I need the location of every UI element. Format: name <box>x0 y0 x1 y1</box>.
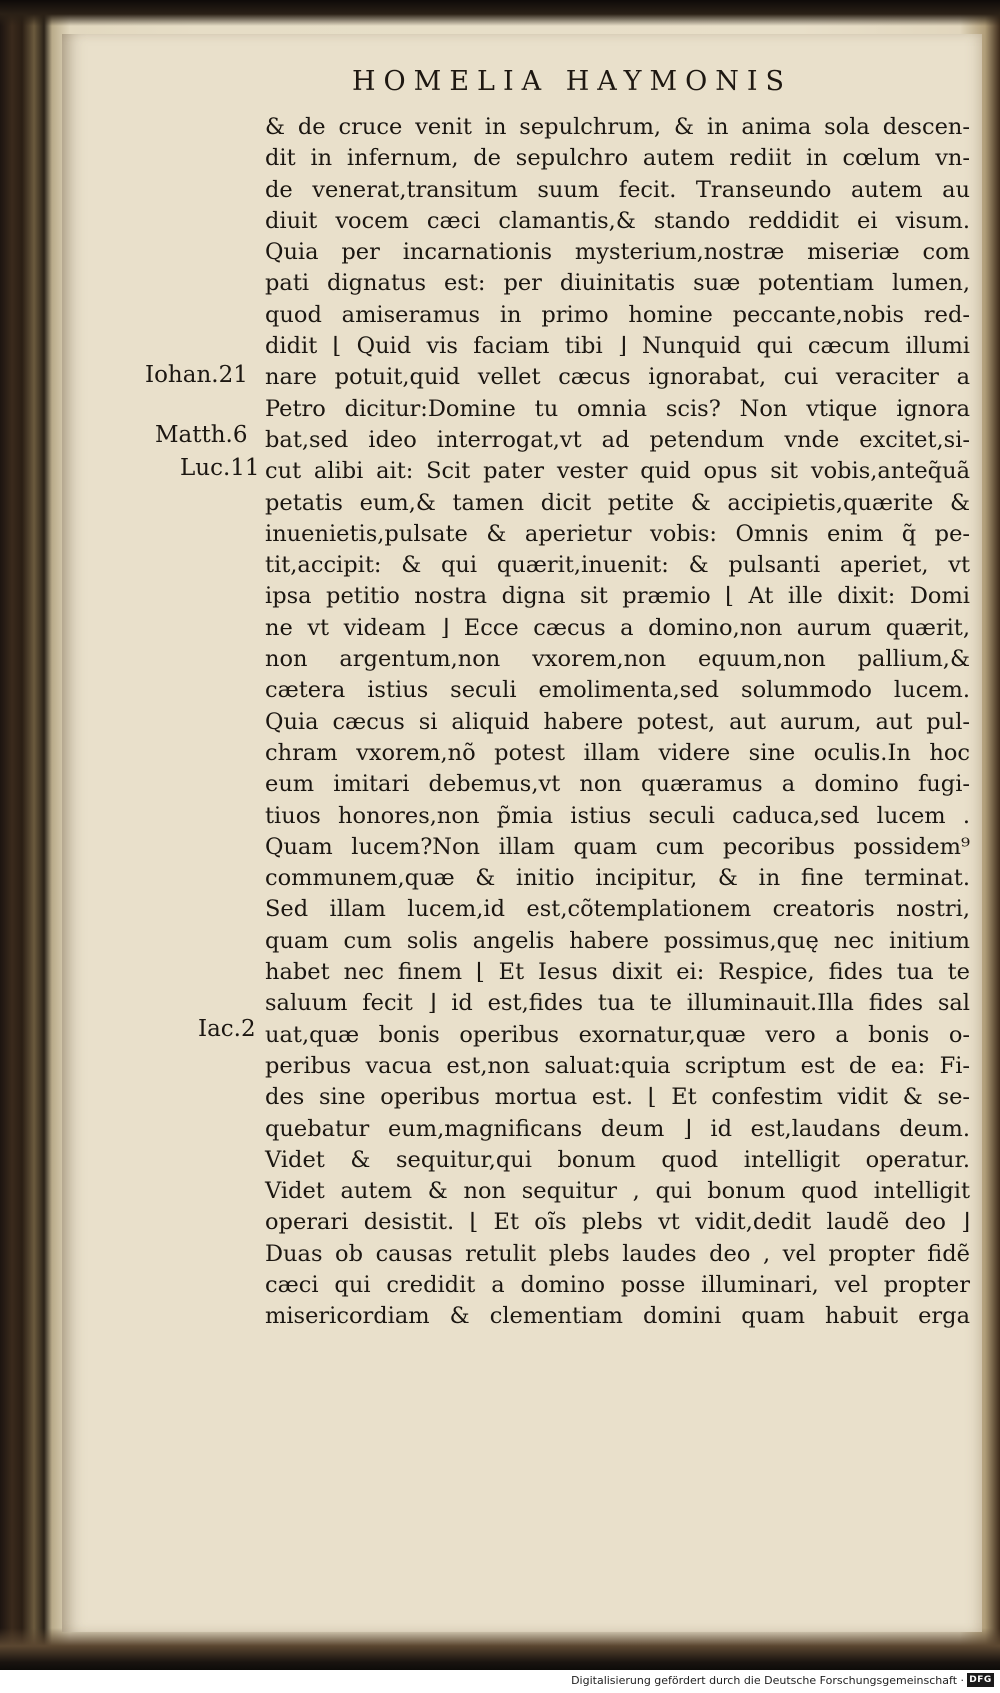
scan-top-edge <box>0 0 1000 26</box>
text-line: misericordiam & clementiam domini quam habuit erga <box>265 1303 970 1330</box>
text-line: didit ⌊ Quid vis faciam tibi ⌋ Nunquid qui cæcum illumi <box>265 333 970 360</box>
text-line: chram vxorem,nõ potest illam videre sine oculis.In hoc <box>265 739 970 766</box>
text-line: diuit vocem cæci clamantis,& stando reddidit ei visum. <box>265 207 970 234</box>
footer-credit: Digitalisierung gefördert durch die Deutsche Forschungsgemeinschaft · <box>571 1674 964 1687</box>
margin-note-matth: Matth.6 <box>155 422 248 448</box>
running-title: HOMELIA HAYMONIS <box>352 66 793 97</box>
text-line: des sine operibus mortua est. ⌊ Et confestim vidit & se- <box>265 1084 970 1111</box>
text-line: bat,sed ideo interrogat,vt ad petendum vnde excitet,si- <box>265 426 970 453</box>
text-line: pati dignatus est: per diuinitatis suæ potentiam lumen, <box>265 270 970 297</box>
text-line: Duas ob causas retulit plebs laudes deo , vel propter fidẽ <box>265 1240 970 1267</box>
text-line: dit in infernum, de sepulchro autem rediit in cœlum vn- <box>265 145 970 172</box>
scan-bottom-edge <box>0 1628 1000 1670</box>
text-line: Videt autem & non sequitur , qui bonum quod intelligit <box>265 1178 970 1205</box>
text-line: quam cum solis angelis habere possimus,quę nec initium <box>265 927 970 954</box>
text-line: saluum fecit ⌋ id est,fides tua te illuminauit.Illa fides sal <box>265 990 970 1017</box>
text-line: cut alibi ait: Scit pater vester quid opus sit vobis,anteq̃uã <box>265 458 970 485</box>
text-line: peribus vacua est,non saluat:quia scriptum est de ea: Fi- <box>265 1052 970 1079</box>
body-text <box>265 112 970 1333</box>
text-line: habet nec finem ⌊ Et Iesus dixit ei: Respice, fides tua te <box>265 959 970 986</box>
text-line: Quia cæcus si aliquid habere potest, aut aurum, aut pul- <box>265 708 970 735</box>
text-line: cætera istius seculi emolimenta,sed solummodo lucem. <box>265 677 970 704</box>
text-line: inuenietis,pulsate & aperietur vobis: Omnis enim q̃ pe- <box>265 520 970 547</box>
text-line: Sed illam lucem,id est,cõtemplationem creatoris nostri, <box>265 896 970 923</box>
margin-note-iohan: Iohan.21 <box>145 362 248 388</box>
text-line: & de cruce venit in sepulchrum, & in anima sola descen- <box>265 114 970 140</box>
text-line: ne vt videam ⌋ Ecce cæcus a domino,non aurum quærit, <box>265 614 970 641</box>
text-line: non argentum,non vxorem,non equum,non pallium,& <box>265 646 970 673</box>
text-line: quod amiseramus in primo homine peccante,nobis red- <box>265 301 970 328</box>
footer-bar <box>0 1670 1000 1693</box>
text-line: eum imitari debemus,vt non quæramus a domino fugi- <box>265 771 970 798</box>
dfg-logo: DFG <box>967 1673 994 1687</box>
text-line: communem,quæ & initio incipitur, & in fine terminat. <box>265 865 970 892</box>
text-line: Petro dicitur:Domine tu omnia scis? Non vtique ignora <box>265 395 970 422</box>
text-line: Quam lucem?Non illam quam cum pecoribus possidem⁹ <box>265 833 970 860</box>
margin-note-iac: Iac.2 <box>198 1016 256 1042</box>
text-line: Quia per incarnationis mysterium,nostræ miseriæ com <box>265 239 970 266</box>
text-line: nare potuit,quid vellet cæcus ignorabat, cui veraciter a <box>265 364 970 391</box>
text-line: petatis eum,& tamen dicit petite & accipietis,quærite & <box>265 489 970 516</box>
text-line: de venerat,transitum suum fecit. Transeundo autem au <box>265 176 970 203</box>
text-line: operari desistit. ⌊ Et oĩs plebs vt vidit,dedit laudẽ deo ⌋ <box>265 1209 970 1236</box>
text-line: uat,quæ bonis operibus exornatur,quæ vero a bonis o- <box>265 1021 970 1048</box>
margin-note-luc: Luc.11 <box>180 455 260 481</box>
text-line: tiuos honores,non p̃mia istius seculi caduca,sed lucem . <box>265 802 970 829</box>
text-line: quebatur eum,magnificans deum ⌋ id est,laudans deum. <box>265 1115 970 1142</box>
text-line: Videt & sequitur,qui bonum quod intelligit operatur. <box>265 1146 970 1173</box>
text-line: ipsa petitio nostra digna sit præmio ⌊ At ille dixit: Domi <box>265 583 970 610</box>
text-line: tit,accipit: & qui quærit,inuenit: & pulsanti aperiet, vt <box>265 552 970 579</box>
text-line: cæci qui credidit a domino posse illuminari, vel propter <box>265 1271 970 1298</box>
